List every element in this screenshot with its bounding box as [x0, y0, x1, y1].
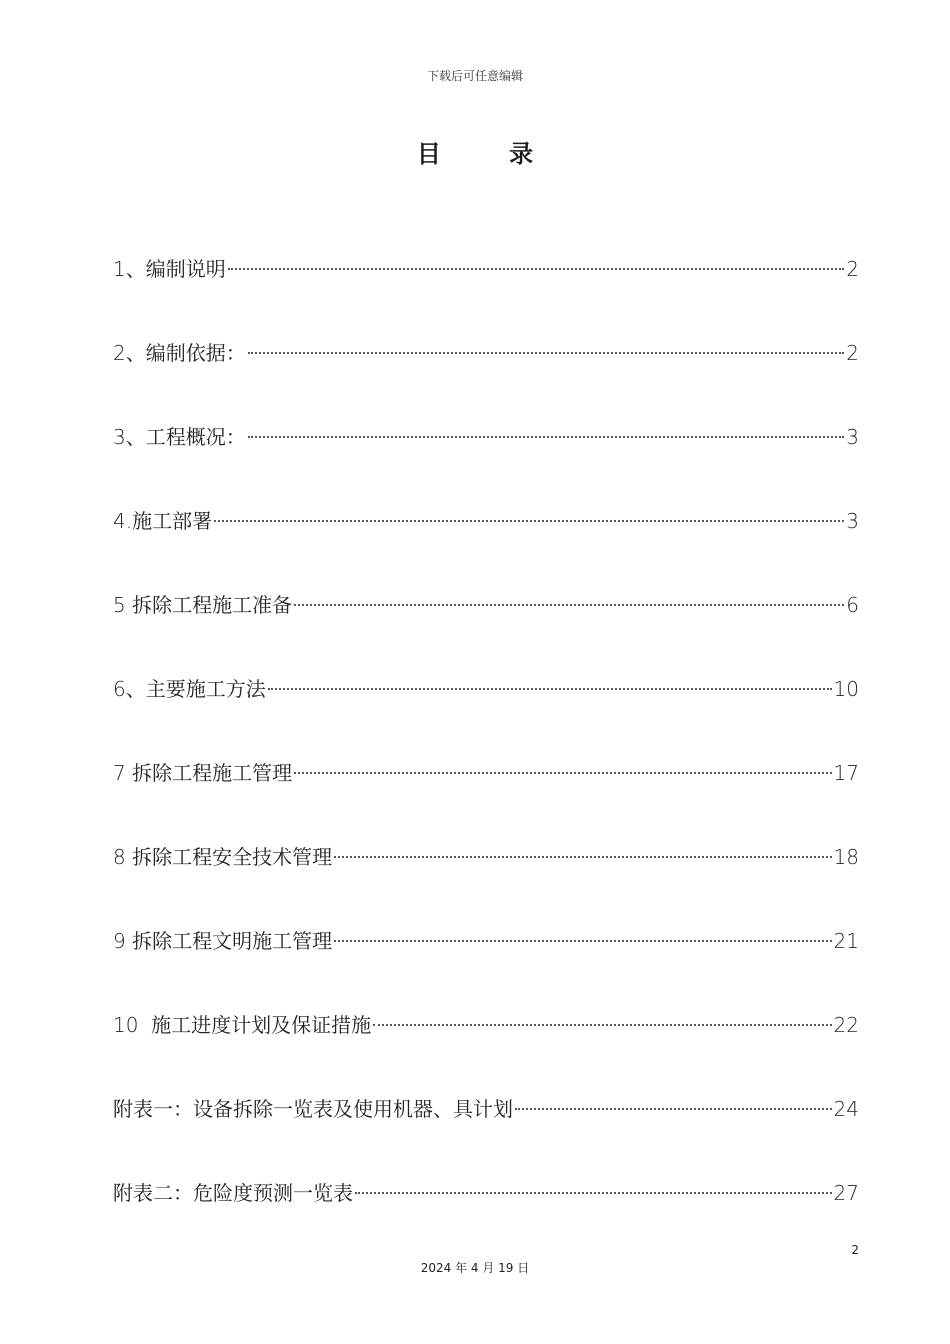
toc-entry-8[interactable]: [113, 840, 859, 924]
toc-entry-page: 2: [846, 257, 859, 281]
toc-leader-dots: [228, 246, 845, 270]
toc-entry-page: 3: [846, 509, 859, 533]
toc-leader-dots: [294, 582, 844, 606]
toc-entry-page: 2: [846, 341, 859, 365]
toc-entry-6[interactable]: [113, 672, 859, 756]
toc-entry-label: 附表二：危险度预测一览表: [113, 1181, 353, 1205]
toc-entry-label: 5 拆除工程施工准备: [113, 593, 293, 617]
toc-entry-4[interactable]: [113, 504, 859, 588]
toc-leader-dots: [334, 834, 831, 858]
toc-entry-7[interactable]: [113, 756, 859, 840]
toc-leader-dots: [294, 750, 831, 774]
toc-entry-page: 17: [833, 761, 859, 785]
toc-entry-page: 6: [846, 593, 859, 617]
toc-entry-3[interactable]: [113, 420, 859, 504]
footer-date: 2024 年 4 月 19 日: [420, 1261, 530, 1275]
toc-entry-page: 10: [833, 677, 859, 701]
toc-entry-label: 7 拆除工程施工管理: [113, 761, 293, 785]
toc-entry-page: 22: [833, 1013, 859, 1037]
toc-entry-label: 6、主要施工方法: [113, 677, 266, 701]
toc-leader-dots: [268, 666, 832, 690]
page-title: 目 录: [416, 140, 564, 168]
toc-entry-10[interactable]: [113, 1008, 859, 1092]
toc-entry-label: 8 拆除工程安全技术管理: [113, 845, 333, 869]
toc-leader-dots: [515, 1086, 832, 1110]
toc-entry-label: 9 拆除工程文明施工管理: [113, 929, 333, 953]
page-number: 2: [851, 1243, 859, 1257]
toc-entry-label: 3、工程概况：: [113, 425, 246, 449]
toc-entry-page: 18: [833, 845, 859, 869]
toc-entry-appendix-1[interactable]: [113, 1092, 859, 1176]
toc-leader-dots: [373, 1002, 831, 1026]
toc-leader-dots: [334, 918, 831, 942]
toc-entry-label: 10 施工进度计划及保证措施: [113, 1013, 372, 1037]
toc-entry-label: 附表一：设备拆除一览表及使用机器、具计划: [113, 1097, 513, 1121]
toc-entry-appendix-2[interactable]: [113, 1176, 859, 1260]
toc-leader-dots: [248, 414, 845, 438]
toc-entry-label: 1、编制说明: [113, 257, 226, 281]
toc-entry-label: 4.施工部署: [113, 509, 213, 533]
toc-entry-1[interactable]: [113, 252, 859, 336]
toc-entry-page: 24: [833, 1097, 859, 1121]
toc-leader-dots: [355, 1170, 832, 1194]
toc-leader-dots: [214, 498, 844, 522]
toc-leader-dots: [248, 330, 845, 354]
toc-entry-5[interactable]: [113, 588, 859, 672]
toc-entry-label: 2、编制依据：: [113, 341, 246, 365]
toc-entry-page: 27: [833, 1181, 859, 1205]
toc-entry-page: 21: [833, 929, 859, 953]
table-of-contents: [113, 252, 859, 1260]
toc-entry-9[interactable]: [113, 924, 859, 1008]
toc-entry-page: 3: [846, 425, 859, 449]
toc-entry-2[interactable]: [113, 336, 859, 420]
header-note: 下载后可任意编辑: [426, 69, 523, 83]
